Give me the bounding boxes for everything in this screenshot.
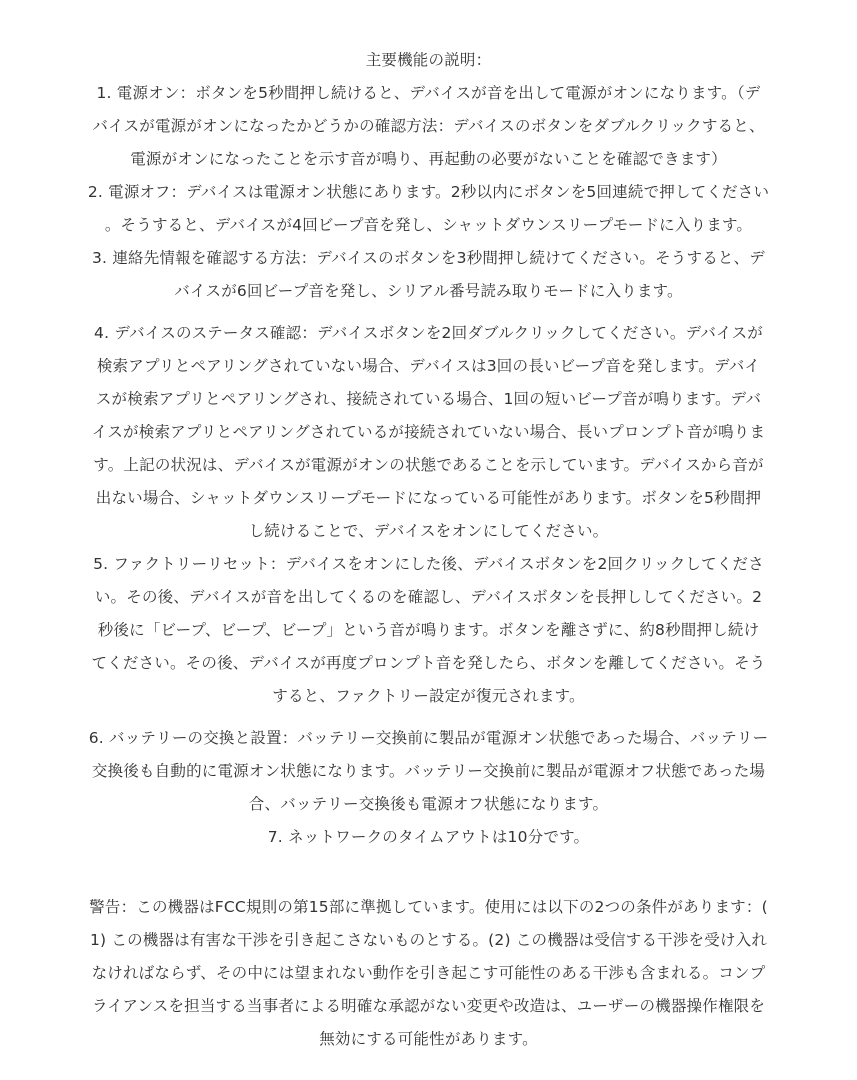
text-line: 合、バッテリー交換後も電源オフ状態になります。: [248, 795, 609, 813]
text-line: すると、ファクトリー設定が復元されます。: [272, 687, 585, 705]
section-factory-reset: [55, 548, 802, 713]
section-status-check: [55, 317, 802, 548]
document-title: 主要機能の説明：: [365, 51, 492, 69]
text-line: 2. 電源オフ：デバイスは電源オン状態にあります。2秒以内にボタンを5回連続で押してください: [87, 183, 770, 201]
text-line: し続けることで、デバイスをオンにしてください。: [248, 522, 609, 540]
text-line: バイスが電源がオンになったかどうかの確認方法：デバイスのボタンをダブルクリックすると、: [92, 117, 765, 135]
text-line: 検索アプリとペアリングされていない場合、デバイスは3回の長いビープ音を発します。デバイ: [96, 357, 761, 375]
text-line: イスが検索アプリとペアリングされているが接続されていない場合、長いプロンプト音が鳴りま: [91, 423, 766, 441]
fcc-warning: [55, 891, 802, 1056]
text-line: ライアンスを担当する当事者による明確な承認がない変更や改造は、ユーザーの機器操作権限を: [91, 997, 766, 1015]
text-line: い。その後、デバイスが音を出してくるのを確認し、デバイスボタンを長押ししてください。2: [94, 588, 763, 606]
section-contact-info: [55, 242, 802, 308]
text-line: てください。その後、デバイスが再度プロンプト音を発したら、ボタンを離してください。そう: [91, 654, 766, 672]
text-line: バイスが6回ビープ音を発し、シリアル番号読み取りモードに入ります。: [174, 282, 683, 300]
text-line: 無効にする可能性があります。: [319, 1030, 538, 1048]
document-title-block: [55, 44, 802, 77]
text-line: 7. ネットワークのタイムアウトは10分です。: [267, 828, 590, 846]
text-line: 出ない場合、シャットダウンスリープモードになっている可能性があります。ボタンを5秒間押: [95, 489, 762, 507]
text-line: 1) この機器は有害な干渉を引き起こさないものとする。(2) この機器は受信する干渉を受け入れ: [89, 931, 768, 949]
text-line: す。上記の状況は、デバイスが電源がオンの状態であることを示しています。デバイスから音が: [93, 456, 764, 474]
section-power-off: [55, 176, 802, 242]
section-power-on: [55, 77, 802, 176]
text-line: 3. 連絡先情報を確認する方法：デバイスのボタンを3秒間押し続けてください。そうすると、デ: [92, 249, 765, 267]
text-line: 。そうすると、デバイスが4回ビープ音を発し、シャットダウンスリープモードに入ります。: [104, 216, 753, 234]
text-line: 秒後に「ビープ、ビープ、ビープ」という音が鳴ります。ボタンを離さずに、約8秒間押し続け: [97, 621, 760, 639]
text-line: スが検索アプリとペアリングされ、接続されている場合、1回の短いビープ音が鳴ります。デバ: [95, 390, 762, 408]
text-line: 6. バッテリーの交換と設置：バッテリー交換前に製品が電源オン状態であった場合、バッテリー: [88, 729, 769, 747]
text-line: なければならず、その中には望まれない動作を引き起こす可能性のある干渉も含まれる。コンプ: [91, 964, 766, 982]
section-battery: [55, 722, 802, 821]
section-network-timeout: [55, 821, 802, 854]
text-line: 1. 電源オン：ボタンを5秒間押し続けると、デバイスが音を出して電源がオンになります。（デ: [96, 84, 761, 102]
text-line: 5. ファクトリーリセット：デバイスをオンにした後、デバイスボタンを2回クリックしてくださ: [93, 555, 764, 573]
text-line: 4. デバイスのステータス確認：デバイスボタンを2回ダブルクリックしてください。デバイスが: [94, 324, 763, 342]
text-line: 警告：この機器はFCC規則の第15部に準拠しています。使用には以下の2つの条件があります：(: [89, 898, 768, 916]
text-line: 電源がオンになったことを示す音が鳴り、再起動の必要がないことを確認できます）: [130, 150, 727, 168]
text-line: 交換後も自動的に電源オン状態になります。バッテリー交換前に製品が電源オフ状態であった場: [91, 762, 766, 780]
